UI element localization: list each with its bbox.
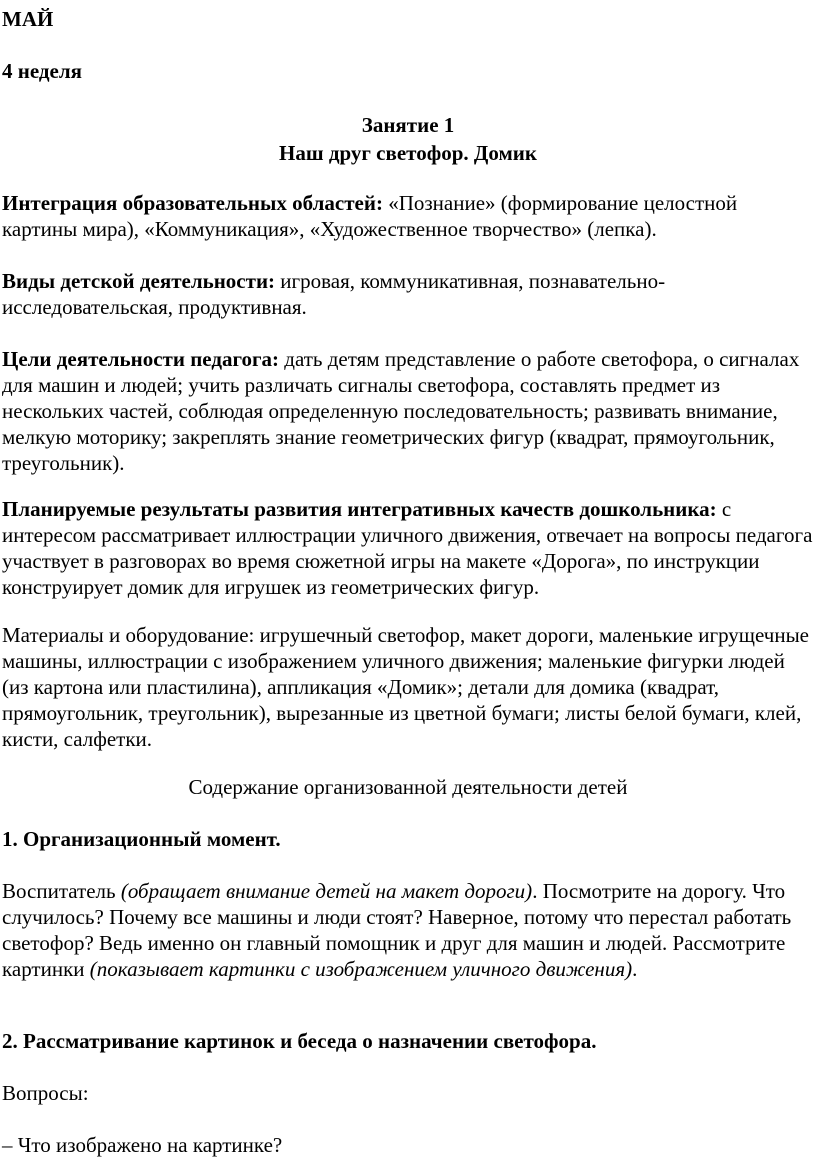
lesson-title: Наш друг светофор. Домик [279, 141, 537, 165]
step1-heading: 1. Организационный момент. [2, 827, 281, 851]
question-item: – Что изображено на картинке? [2, 1133, 283, 1157]
goals-text: дать детям представление о работе светофора, о сигналах для машин и людей; учить различать сигналы светофора, составлять предмет из нескольких частей, соблюдая определенную последовательность; развивать внимание, мелкую моторику; закреплять знание геометрических фигур (квадрат, прямоугольник, треугольник). [2, 347, 800, 475]
results-text: с интересом рассматривает иллюстрации уличного движения, отвечает на вопросы педагога участвует в разговорах во время сюжетной игры на макете «Дорога», по инструкции конструирует домик для игрушек из геометрических фигур. [2, 497, 813, 599]
goals-paragraph [2, 346, 814, 476]
lesson-number: Занятие 1 [361, 113, 455, 137]
results-paragraph [2, 496, 814, 600]
activities-paragraph [2, 268, 814, 320]
month-heading: МАЙ [2, 7, 54, 31]
teacher-speech: . Посмотрите на дорогу. Что случилось? Почему все машины и люди стоят? Наверное, потому что перестал работать светофор? Ведь именно он главный помощник и друг для машин и людей. Рассмотрите картинки [2, 879, 792, 981]
teacher-speech-paragraph [2, 878, 814, 982]
materials-paragraph: Материалы и оборудование: игрушечный светофор, макет дороги, маленькие игрущечные машины, иллюстрации с изображением уличного движения; маленькие фигурки людей (из картона или пластилина), аппликация «Домик»; детали для домика (квадрат, прямоугольник, треугольник), вырезанные из цветной бумаги; листы белой бумаги, клей, кисти, салфетки. [2, 623, 809, 751]
activities-text: игровая, коммуникативная, познавательно-исследовательская, продуктивная. [2, 269, 666, 319]
activities-label: Виды детской деятельности: [2, 269, 276, 293]
integration-label: Интеграция образовательных областей: [2, 191, 383, 215]
results-label: Планируемые результаты развития интегративных качеств дошкольника: [2, 497, 717, 521]
speaker-label: Воспитатель [2, 879, 116, 903]
integration-paragraph [2, 190, 814, 242]
goals-label: Цели деятельности педагога: [2, 347, 280, 371]
questions-label: Вопросы: [2, 1081, 89, 1105]
content-heading: Содержание организованной деятельности детей [188, 775, 628, 799]
stage-remark: (показывает картинки с изображением уличного движения) [89, 957, 633, 981]
integration-text: «Познание» (формирование целостной картины мира), «Коммуникация», «Художественное творчество» (лепка). [2, 191, 738, 241]
speech-end: . [632, 957, 638, 981]
step2-heading: 2. Рассматривание картинок и беседа о назначении светофора. [2, 1029, 597, 1053]
stage-remark: (обращает внимание детей на макет дороги) [120, 879, 533, 903]
week-heading: 4 неделя [2, 59, 82, 83]
